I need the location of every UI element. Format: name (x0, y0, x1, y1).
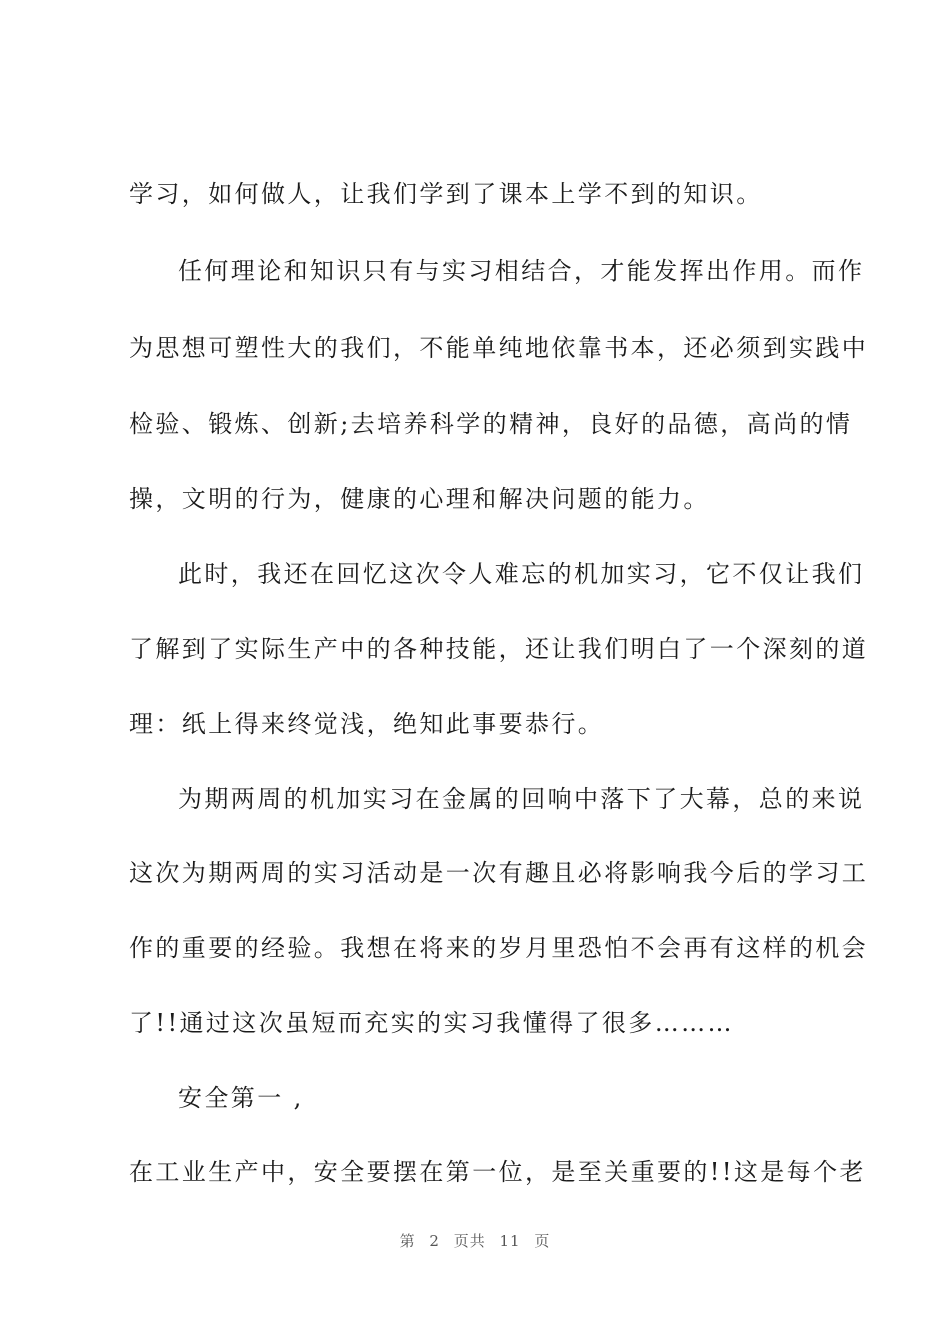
section-heading: 安全第一 , (178, 1084, 304, 1112)
paragraph-line: 操，文明的行为，健康的心理和解决问题的能力。 (129, 485, 710, 513)
paragraph-line: 理：纸上得来终觉浅，绝知此事要恭行。 (129, 710, 605, 738)
paragraph-line: 了!!通过这次虽短而充实的实习我懂得了很多……… (129, 1009, 734, 1037)
paragraph-line: 检验、锻炼、创新;去培养科学的精神，良好的品德，高尚的情 (129, 410, 853, 438)
paragraph-line: 这次为期两周的实习活动是一次有趣且必将影响我今后的学习工 (129, 859, 869, 887)
paragraph-line: 了解到了实际生产中的各种技能，还让我们明白了一个深刻的道 (129, 635, 869, 663)
paragraph-line: 在工业生产中，安全要摆在第一位，是至关重要的!!这是每个老 (129, 1158, 866, 1186)
paragraph-line: 任何理论和知识只有与实习相结合，才能发挥出作用。而作 (178, 257, 865, 285)
paragraph-line: 此时，我还在回忆这次令人难忘的机加实习，它不仅让我们 (178, 560, 865, 588)
page-number-footer: 第 2 页共 11 页 (399, 1232, 551, 1250)
paragraph-line: 为期两周的机加实习在金属的回响中落下了大幕，总的来说 (178, 785, 865, 813)
paragraph-line: 作的重要的经验。我想在将来的岁月里恐怕不会再有这样的机会 (129, 934, 869, 962)
paragraph-line: 为思想可塑性大的我们，不能单纯地依靠书本，还必须到实践中 (129, 334, 869, 362)
paragraph-line: 学习，如何做人，让我们学到了课本上学不到的知识。 (129, 180, 763, 208)
